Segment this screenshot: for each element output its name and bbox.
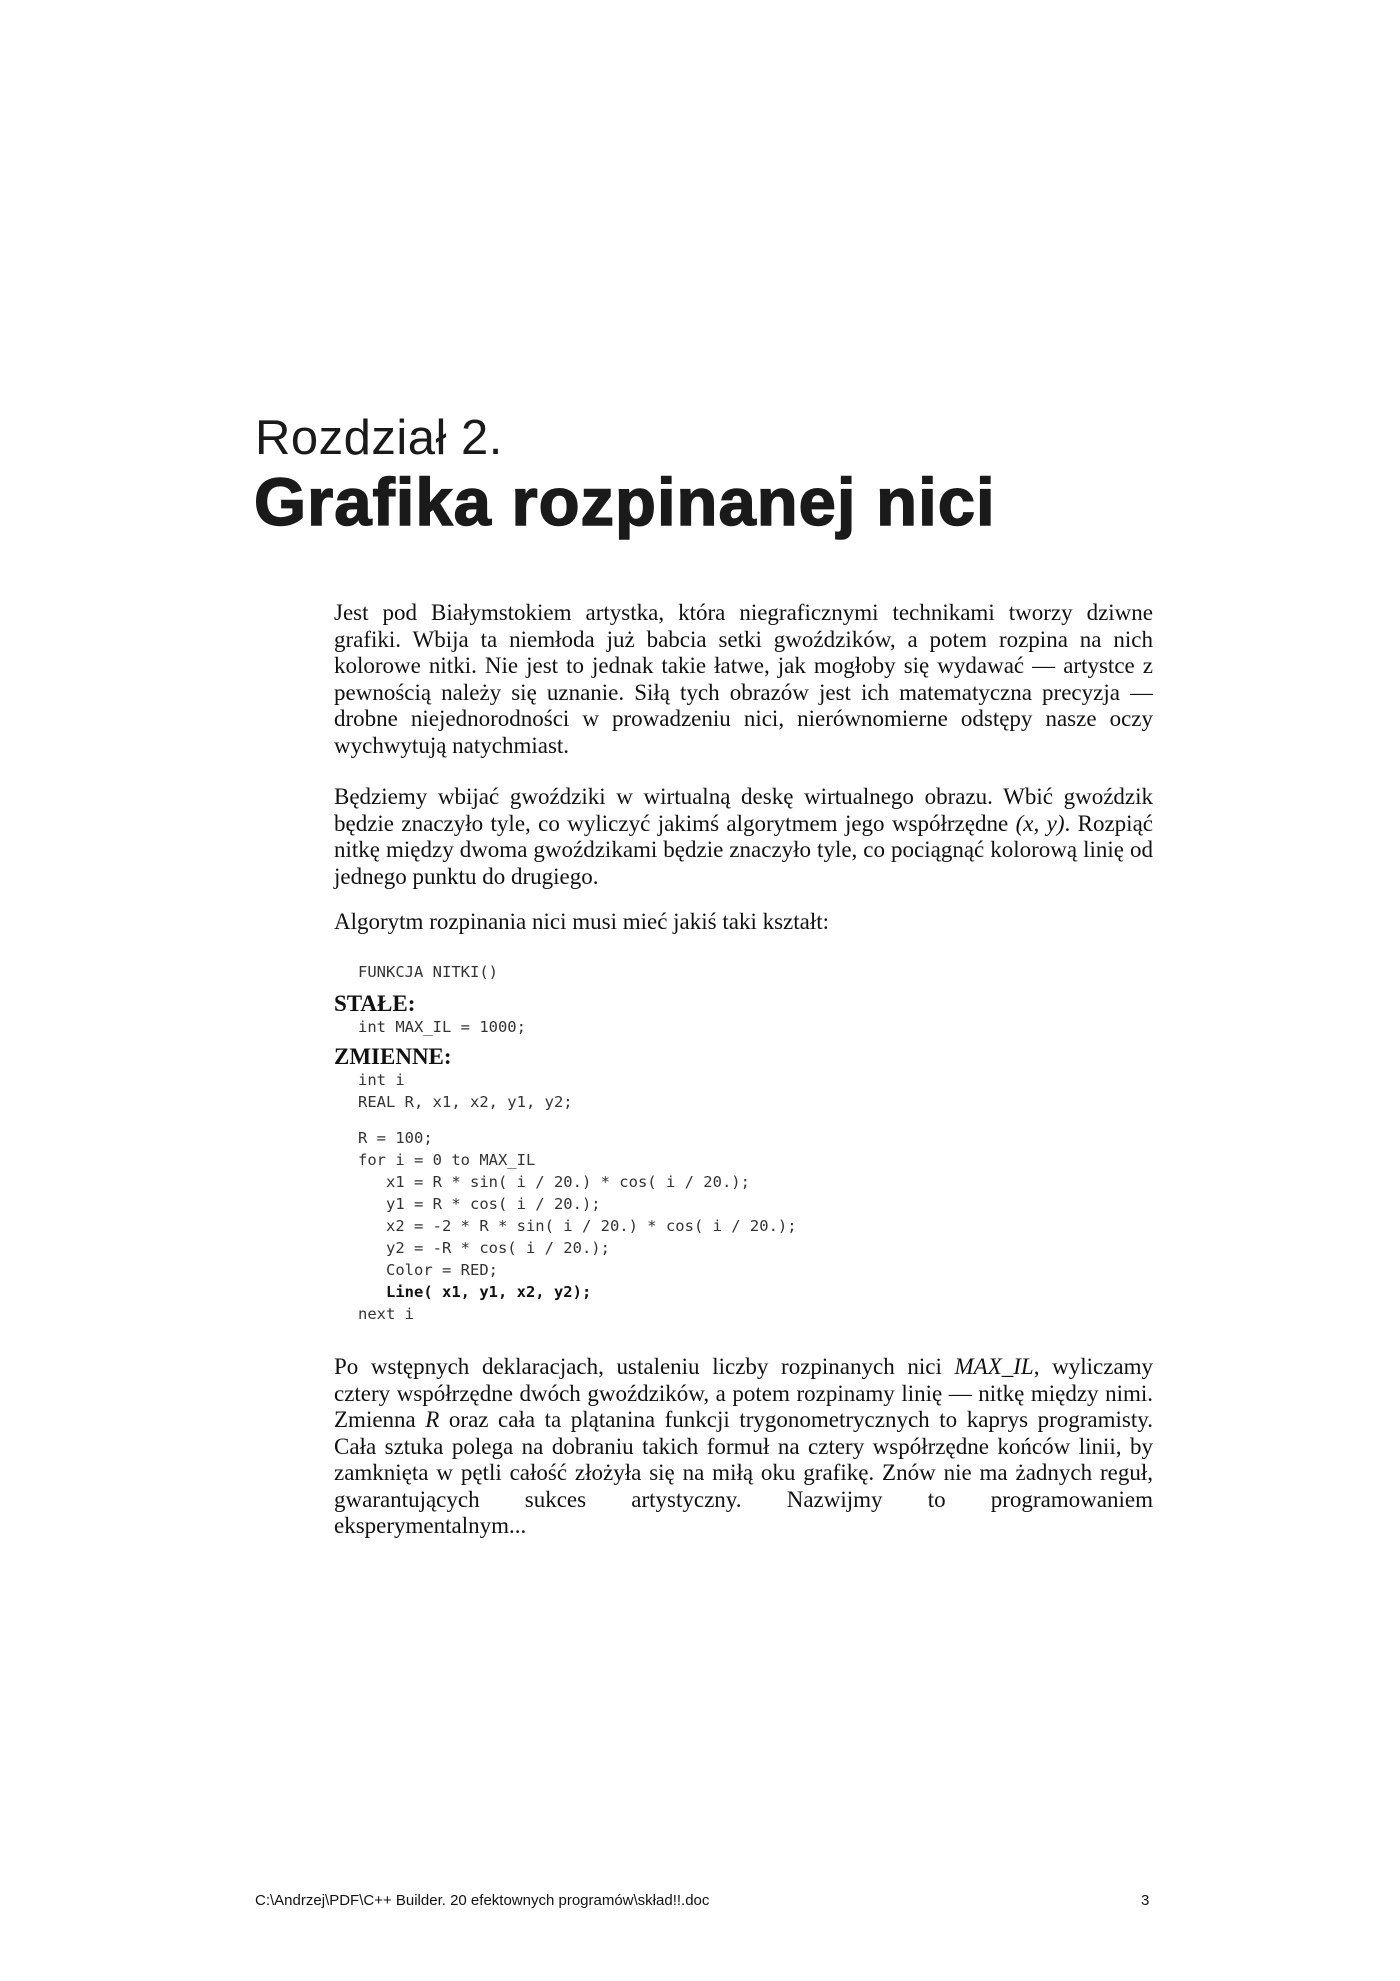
paragraph-nails: Będziemy wbijać gwoździki w wirtualną deskę wirtualnego obrazu. Wbić gwoździk będzie znaczyło tyle, co wyliczyć jakimś algorytmem jego współrzędne (x, y). Rozpiąć nitkę między dwoma gwoździkami będzie znaczyło tyle, co pociągnąć kolorową linię od jednego punktu do drugiego. bbox=[334, 784, 1153, 889]
page-number: 3 bbox=[1141, 1892, 1150, 1909]
code-variables: int i REAL R, x1, x2, y1, y2; bbox=[358, 1071, 573, 1111]
chapter-label: Rozdział 2. bbox=[255, 411, 503, 465]
code-next: next i bbox=[358, 1305, 414, 1323]
paragraph-intro: Jest pod Białymstokiem artystka, która niegraficznymi technikami tworzy dziwne grafiki. Wbija ta niemłoda już babcia setki gwoździków, a potem rozpina na nich kolorowe nitki. Nie jest to jednak takie łatwe, jak mogłoby się wydawać — artystce z pewnością należy się uznanie. Siłą tych obrazów jest ich matematyczna precyzja — drobne niejednorodności w prowadzeniu nici, nierównomierne odstępy nasze oczy wychwytują natychmiast. bbox=[334, 600, 1153, 758]
code-function-header: FUNKCJA NITKI() bbox=[358, 963, 498, 981]
paragraph-algorithm-intro: Algorytm rozpinania nici musi mieć jakiś taki kształt: bbox=[334, 909, 830, 934]
code-constants-heading: STAŁE: bbox=[334, 991, 416, 1016]
code-variables-heading: ZMIENNE: bbox=[334, 1044, 452, 1069]
chapter-title: Grafika rozpinanej nici bbox=[254, 465, 996, 540]
paragraph-explanation: Po wstępnych deklaracjach, ustaleniu liczby rozpinanych nici MAX_IL, wyliczamy cztery współrzędne dwóch gwoździków, a potem rozpinamy linię — nitkę między nimi. Zmienna R oraz cała ta plątanina funkcji trygonometrycznych to kaprys programisty. Cała sztuka polega na dobraniu takich formuł na cztery współrzędne końców linii, by zamknięta w pętli całość złożyła się na miłą oku grafikę. Znów nie ma żadnych reguł, gwarantujących sukces artystyczny. Nazwijmy to programowaniem eksperymentalnym... bbox=[334, 1354, 1153, 1538]
code-line-call: Line( x1, y1, x2, y2); bbox=[358, 1283, 592, 1301]
footer-file-path: C:\Andrzej\PDF\C++ Builder. 20 efektownych programów\skład!!.doc bbox=[255, 1892, 710, 1909]
code-body bbox=[358, 1127, 797, 1325]
code-constants: int MAX_IL = 1000; bbox=[358, 1018, 526, 1036]
code-loop: R = 100; for i = 0 to MAX_IL x1 = R * sin( i / 20.) * cos( i / 20.); y1 = R * cos( i / 20.); x2 = -2 * R * sin( i / 20.) * cos( i / 20.); y2 = -R * cos( i / 20.); Color = RED; bbox=[358, 1129, 797, 1279]
